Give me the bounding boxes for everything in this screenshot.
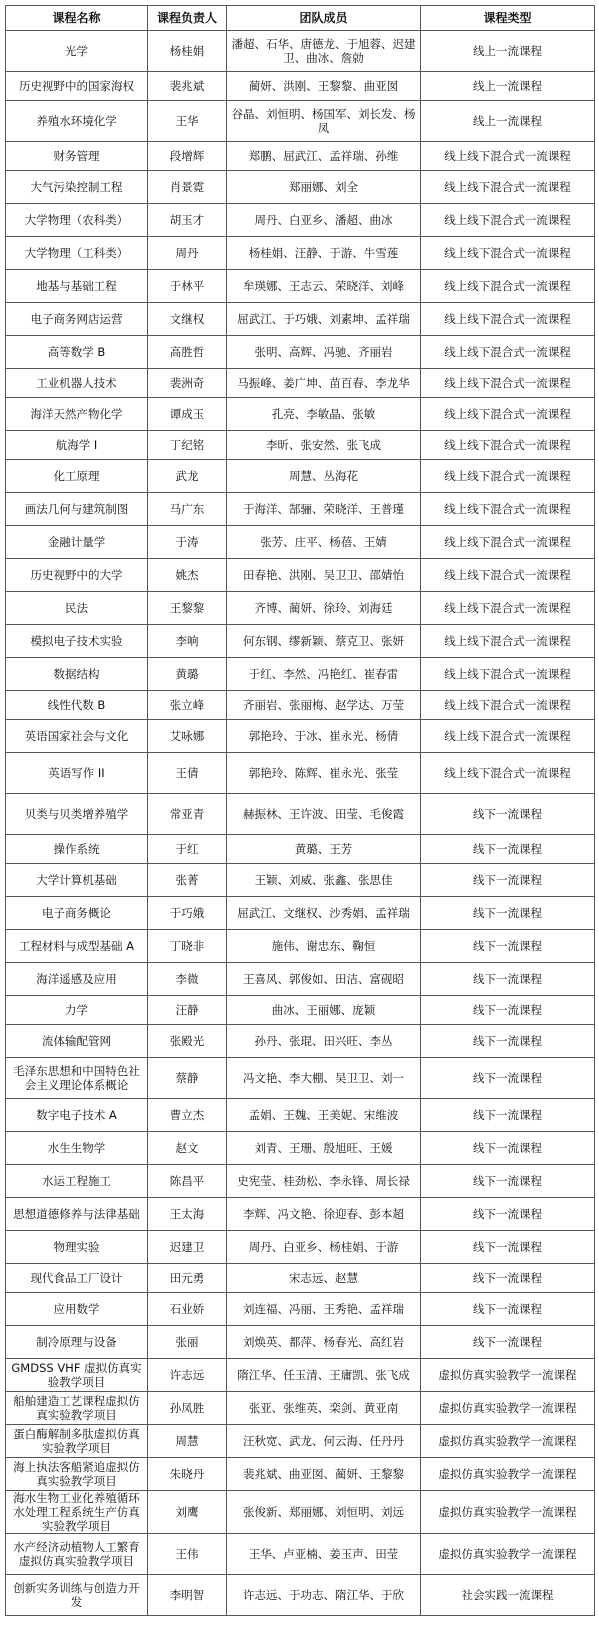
course-type-cell: 线下一流课程	[421, 1198, 595, 1231]
table-row	[6, 72, 595, 101]
course-type-cell: 线上线下混合式一流课程	[421, 720, 595, 753]
course-type-cell: 线下一流课程	[421, 835, 595, 864]
table-row	[6, 431, 595, 460]
course-type-cell: 虚拟仿真实验教学一流课程	[421, 1392, 595, 1425]
team-members-cell: 王颖、刘威、张鑫、张思佳	[227, 864, 421, 897]
table-row	[6, 1198, 595, 1231]
table-row	[6, 526, 595, 559]
table-row	[6, 864, 595, 897]
course-type-cell: 社会实践一流课程	[421, 1575, 595, 1616]
table-row	[6, 1264, 595, 1293]
course-name-cell: 操作系统	[6, 835, 148, 864]
course-name-cell: 毛泽东思想和中国特色社会主义理论体系概论	[6, 1058, 148, 1099]
course-name-cell: 线性代数 B	[6, 691, 148, 720]
course-type-cell: 线下一流课程	[421, 996, 595, 1025]
course-type-cell: 线上线下混合式一流课程	[421, 592, 595, 625]
team-members-cell: 于红、李然、冯艳红、崔春雷	[227, 658, 421, 691]
table-row	[6, 31, 595, 72]
course-name-cell: 民法	[6, 592, 148, 625]
table-row	[6, 1359, 595, 1392]
team-members-cell: 刘连福、冯丽、王秀艳、孟祥瑞	[227, 1293, 421, 1326]
course-leader-cell: 丁纪铭	[148, 431, 227, 460]
team-members-cell: 谷晶、刘恒明、杨国军、刘长发、杨凤	[227, 101, 421, 142]
team-members-cell: 赫振林、王许波、田莹、毛俊霞	[227, 794, 421, 835]
course-type-cell: 线上线下混合式一流课程	[421, 270, 595, 303]
course-leader-cell: 杨桂娟	[148, 31, 227, 72]
course-type-cell: 线上线下混合式一流课程	[421, 431, 595, 460]
course-name-cell: 数字电子技术 A	[6, 1099, 148, 1132]
table-row	[6, 101, 595, 142]
course-leader-cell: 肖景霓	[148, 171, 227, 204]
course-leader-cell: 马广东	[148, 493, 227, 526]
team-members-cell: 刘青、王珊、殷旭旺、王媛	[227, 1132, 421, 1165]
table-row	[6, 835, 595, 864]
course-type-cell: 虚拟仿真实验教学一流课程	[421, 1458, 595, 1491]
course-name-cell: 现代食品工厂设计	[6, 1264, 148, 1293]
course-leader-cell: 常亚青	[148, 794, 227, 835]
team-members-cell: 王喜风、郭俊如、田洁、富砚昭	[227, 963, 421, 996]
course-leader-cell: 于林平	[148, 270, 227, 303]
header-course-name: 课程名称	[6, 6, 148, 31]
course-name-cell: 海洋天然产物化学	[6, 398, 148, 431]
course-name-cell: 英语国家社会与文化	[6, 720, 148, 753]
team-members-cell: 张明、高辉、冯驰、齐丽岩	[227, 336, 421, 369]
course-type-cell: 线上线下混合式一流课程	[421, 625, 595, 658]
course-name-cell: 电子商务概论	[6, 897, 148, 930]
course-name-cell: 工程材料与成型基础 A	[6, 930, 148, 963]
course-type-cell: 线下一流课程	[421, 1231, 595, 1264]
course-name-cell: 工业机器人技术	[6, 369, 148, 398]
course-leader-cell: 田元勇	[148, 1264, 227, 1293]
table-row	[6, 1132, 595, 1165]
course-type-cell: 线上线下混合式一流课程	[421, 526, 595, 559]
course-name-cell: 财务管理	[6, 142, 148, 171]
table-row	[6, 336, 595, 369]
course-name-cell: 光学	[6, 31, 148, 72]
team-members-cell: 蔺妍、洪刚、王黎黎、曲亚囡	[227, 72, 421, 101]
table-row	[6, 897, 595, 930]
course-type-cell: 线上线下混合式一流课程	[421, 559, 595, 592]
course-name-cell: 思想道德修养与法律基础	[6, 1198, 148, 1231]
course-leader-cell: 谭成玉	[148, 398, 227, 431]
team-members-cell: 张亚、张维英、栾剑、黄亚南	[227, 1392, 421, 1425]
course-name-cell: 历史视野中的大学	[6, 559, 148, 592]
table-row	[6, 1326, 595, 1359]
course-type-cell: 线上一流课程	[421, 72, 595, 101]
team-members-cell: 李辉、冯文艳、徐迎春、彭本超	[227, 1198, 421, 1231]
header-row	[6, 6, 595, 31]
course-name-cell: 金融计量学	[6, 526, 148, 559]
course-name-cell: 船舶建造工艺课程虚拟仿真实验教学项目	[6, 1392, 148, 1425]
course-type-cell: 虚拟仿真实验教学一流课程	[421, 1534, 595, 1575]
course-leader-cell: 迟建卫	[148, 1231, 227, 1264]
team-members-cell: 于海洋、郜骊、荣晓洋、王普瑾	[227, 493, 421, 526]
team-members-cell: 何东钢、缪新颖、蔡克卫、张妍	[227, 625, 421, 658]
course-type-cell: 线上线下混合式一流课程	[421, 171, 595, 204]
course-name-cell: 电子商务网店运营	[6, 303, 148, 336]
course-name-cell: 水生生物学	[6, 1132, 148, 1165]
header-course-leader: 课程负责人	[148, 6, 227, 31]
course-type-cell: 线上线下混合式一流课程	[421, 658, 595, 691]
course-type-cell: 线下一流课程	[421, 864, 595, 897]
course-type-cell: 线下一流课程	[421, 1099, 595, 1132]
table-row	[6, 1231, 595, 1264]
team-members-cell: 孙丹、张琨、田兴旺、李丛	[227, 1025, 421, 1058]
team-members-cell: 许志远、于功志、隋江华、于欣	[227, 1575, 421, 1616]
team-members-cell: 郭艳玲、陈辉、崔永光、张莹	[227, 753, 421, 794]
course-type-cell: 线上线下混合式一流课程	[421, 493, 595, 526]
table-row	[6, 142, 595, 171]
course-leader-cell: 李微	[148, 963, 227, 996]
course-leader-cell: 于红	[148, 835, 227, 864]
header-team-members: 团队成员	[227, 6, 421, 31]
course-name-cell: 海水生物工业化养殖循环水处理工程系统生产仿真实验教学项目	[6, 1491, 148, 1534]
course-leader-cell: 张丽	[148, 1326, 227, 1359]
course-type-cell: 线下一流课程	[421, 1025, 595, 1058]
team-members-cell: 汪秋宽、武龙、何云海、任丹丹	[227, 1425, 421, 1458]
course-leader-cell: 胡玉才	[148, 204, 227, 237]
team-members-cell: 周丹、白亚乡、潘超、曲冰	[227, 204, 421, 237]
course-name-cell: 航海学 I	[6, 431, 148, 460]
table-row	[6, 398, 595, 431]
team-members-cell: 冯文艳、李大棚、吴卫卫、刘一	[227, 1058, 421, 1099]
course-name-cell: 蛋白酶解制多肽虚拟仿真实验教学项目	[6, 1425, 148, 1458]
course-name-cell: 水运工程施工	[6, 1165, 148, 1198]
team-members-cell: 张芳、庄平、杨蓓、王婧	[227, 526, 421, 559]
course-leader-cell: 赵文	[148, 1132, 227, 1165]
course-type-cell: 线下一流课程	[421, 897, 595, 930]
course-type-cell: 虚拟仿真实验教学一流课程	[421, 1359, 595, 1392]
course-leader-cell: 黄璐	[148, 658, 227, 691]
table-row	[6, 963, 595, 996]
course-name-cell: 物理实验	[6, 1231, 148, 1264]
course-leader-cell: 王倩	[148, 753, 227, 794]
course-name-cell: GMDSS VHF 虚拟仿真实验教学项目	[6, 1359, 148, 1392]
table-row	[6, 625, 595, 658]
course-leader-cell: 许志远	[148, 1359, 227, 1392]
course-leader-cell: 文继权	[148, 303, 227, 336]
team-members-cell: 马振峰、姜广坤、苗百春、李龙华	[227, 369, 421, 398]
team-members-cell: 田春艳、洪刚、吴卫卫、邵婧怡	[227, 559, 421, 592]
team-members-cell: 郭艳玲、于冰、崔永光、杨倩	[227, 720, 421, 753]
table-row	[6, 996, 595, 1025]
course-name-cell: 水产经济动植物人工繁育虚拟仿真实验教学项目	[6, 1534, 148, 1575]
table-row	[6, 460, 595, 493]
team-members-cell: 史宪莹、桂劲松、李永锋、周长禄	[227, 1165, 421, 1198]
course-type-cell: 线下一流课程	[421, 1058, 595, 1099]
team-members-cell: 隋江华、任玉清、王庸凯、张飞成	[227, 1359, 421, 1392]
team-members-cell: 李昕、张安然、张飞成	[227, 431, 421, 460]
course-name-cell: 创新实务训练与创造力开发	[6, 1575, 148, 1616]
table-row	[6, 1099, 595, 1132]
course-name-cell: 历史视野中的国家海权	[6, 72, 148, 101]
course-type-cell: 线上线下混合式一流课程	[421, 398, 595, 431]
course-type-cell: 线下一流课程	[421, 1326, 595, 1359]
table-row	[6, 237, 595, 270]
table-row	[6, 1425, 595, 1458]
course-leader-cell: 王伟	[148, 1534, 227, 1575]
table-row	[6, 1575, 595, 1616]
course-name-cell: 流体输配管网	[6, 1025, 148, 1058]
course-leader-cell: 王太海	[148, 1198, 227, 1231]
course-name-cell: 地基与基础工程	[6, 270, 148, 303]
course-type-cell: 线下一流课程	[421, 1293, 595, 1326]
table-row	[6, 1058, 595, 1099]
course-leader-cell: 于巧娥	[148, 897, 227, 930]
table-row	[6, 1293, 595, 1326]
header-course-type: 课程类型	[421, 6, 595, 31]
table-row	[6, 794, 595, 835]
course-leader-cell: 裴兆斌	[148, 72, 227, 101]
table-row	[6, 930, 595, 963]
course-type-cell: 线上线下混合式一流课程	[421, 753, 595, 794]
course-type-cell: 线下一流课程	[421, 930, 595, 963]
course-leader-cell: 艾咏娜	[148, 720, 227, 753]
table-row	[6, 1165, 595, 1198]
team-members-cell: 曲冰、王丽娜、庞颖	[227, 996, 421, 1025]
course-type-cell: 线下一流课程	[421, 1264, 595, 1293]
table-row	[6, 592, 595, 625]
course-leader-cell: 陈昌平	[148, 1165, 227, 1198]
course-type-cell: 线上一流课程	[421, 31, 595, 72]
table-row	[6, 493, 595, 526]
table-row	[6, 1534, 595, 1575]
course-type-cell: 线上一流课程	[421, 101, 595, 142]
course-type-cell: 线下一流课程	[421, 1165, 595, 1198]
course-name-cell: 应用数学	[6, 1293, 148, 1326]
course-type-cell: 线上线下混合式一流课程	[421, 142, 595, 171]
course-leader-cell: 蔡静	[148, 1058, 227, 1099]
course-leader-cell: 武龙	[148, 460, 227, 493]
team-members-cell: 刘焕英、都萍、杨春光、高红岩	[227, 1326, 421, 1359]
course-leader-cell: 高胜哲	[148, 336, 227, 369]
table-row	[6, 1025, 595, 1058]
table-row	[6, 171, 595, 204]
team-members-cell: 齐丽岩、张丽梅、赵学达、万莹	[227, 691, 421, 720]
table-row	[6, 303, 595, 336]
course-name-cell: 英语写作 II	[6, 753, 148, 794]
course-type-cell: 线上线下混合式一流课程	[421, 204, 595, 237]
table-row	[6, 720, 595, 753]
team-members-cell: 周慧、丛海花	[227, 460, 421, 493]
course-name-cell: 画法几何与建筑制图	[6, 493, 148, 526]
course-leader-cell: 张殿光	[148, 1025, 227, 1058]
course-leader-cell: 周丹	[148, 237, 227, 270]
team-members-cell: 屈武江、文继权、沙秀娟、孟祥瑞	[227, 897, 421, 930]
table-row	[6, 1491, 595, 1534]
course-name-cell: 大学物理（农科类）	[6, 204, 148, 237]
course-leader-cell: 朱晓丹	[148, 1458, 227, 1491]
team-members-cell: 潘超、石华、唐德龙、于旭蓉、迟建卫、曲冰、詹勍	[227, 31, 421, 72]
team-members-cell: 施伟、谢忠东、鞠恒	[227, 930, 421, 963]
course-name-cell: 模拟电子技术实验	[6, 625, 148, 658]
team-members-cell: 牟瑛娜、王志云、荣晓洋、刘峰	[227, 270, 421, 303]
course-type-cell: 线上线下混合式一流课程	[421, 303, 595, 336]
course-leader-cell: 裴洲奇	[148, 369, 227, 398]
course-leader-cell: 李明智	[148, 1575, 227, 1616]
course-name-cell: 高等数学 B	[6, 336, 148, 369]
course-name-cell: 大气污染控制工程	[6, 171, 148, 204]
course-leader-cell: 曹立杰	[148, 1099, 227, 1132]
team-members-cell: 孟娟、王魏、王美妮、宋维波	[227, 1099, 421, 1132]
table-row	[6, 559, 595, 592]
course-type-cell: 线上线下混合式一流课程	[421, 691, 595, 720]
team-members-cell: 黄璐、王芳	[227, 835, 421, 864]
course-type-cell: 线下一流课程	[421, 963, 595, 996]
table-row	[6, 369, 595, 398]
team-members-cell: 杨桂娟、汪静、于游、牛雪莲	[227, 237, 421, 270]
course-name-cell: 大学物理（工科类）	[6, 237, 148, 270]
team-members-cell: 郑鹏、屈武江、孟祥瑞、孙维	[227, 142, 421, 171]
course-name-cell: 养殖水环境化学	[6, 101, 148, 142]
table-row	[6, 1392, 595, 1425]
course-leader-cell: 石业娇	[148, 1293, 227, 1326]
course-leader-cell: 丁晓非	[148, 930, 227, 963]
team-members-cell: 孔亮、李敏晶、张敏	[227, 398, 421, 431]
course-type-cell: 虚拟仿真实验教学一流课程	[421, 1491, 595, 1534]
course-name-cell: 大学计算机基础	[6, 864, 148, 897]
course-name-cell: 数据结构	[6, 658, 148, 691]
course-leader-cell: 王华	[148, 101, 227, 142]
team-members-cell: 宋志远、赵慧	[227, 1264, 421, 1293]
table-row	[6, 270, 595, 303]
table-row	[6, 204, 595, 237]
course-leader-cell: 姚杰	[148, 559, 227, 592]
table-body	[6, 31, 595, 1616]
course-type-cell: 虚拟仿真实验教学一流课程	[421, 1425, 595, 1458]
course-type-cell: 线上线下混合式一流课程	[421, 336, 595, 369]
course-name-cell: 贝类与贝类增养殖学	[6, 794, 148, 835]
team-members-cell: 齐博、蔺妍、徐玲、刘海廷	[227, 592, 421, 625]
table-row	[6, 691, 595, 720]
course-name-cell: 海洋遥感及应用	[6, 963, 148, 996]
team-members-cell: 裴兆斌、曲亚囡、蔺妍、王黎黎	[227, 1458, 421, 1491]
course-type-cell: 线上线下混合式一流课程	[421, 237, 595, 270]
course-type-cell: 线下一流课程	[421, 1132, 595, 1165]
team-members-cell: 屈武江、于巧娥、刘素坤、孟祥瑞	[227, 303, 421, 336]
course-name-cell: 制冷原理与设备	[6, 1326, 148, 1359]
course-leader-cell: 王黎黎	[148, 592, 227, 625]
team-members-cell: 周丹、白亚乡、杨桂娟、于游	[227, 1231, 421, 1264]
course-leader-cell: 段增辉	[148, 142, 227, 171]
table-row	[6, 1458, 595, 1491]
course-leader-cell: 李响	[148, 625, 227, 658]
course-type-cell: 线下一流课程	[421, 794, 595, 835]
course-leader-cell: 张立峰	[148, 691, 227, 720]
table-row	[6, 753, 595, 794]
course-leader-cell: 于涛	[148, 526, 227, 559]
course-leader-cell: 周慧	[148, 1425, 227, 1458]
course-leader-cell: 张菁	[148, 864, 227, 897]
course-type-cell: 线上线下混合式一流课程	[421, 460, 595, 493]
course-table	[5, 5, 595, 1616]
course-type-cell: 线上线下混合式一流课程	[421, 369, 595, 398]
course-name-cell: 力学	[6, 996, 148, 1025]
team-members-cell: 张俊新、郑丽娜、刘恒明、刘远	[227, 1491, 421, 1534]
course-name-cell: 化工原理	[6, 460, 148, 493]
course-leader-cell: 刘鹰	[148, 1491, 227, 1534]
table-row	[6, 658, 595, 691]
team-members-cell: 王华、卢亚楠、姜玉声、田莹	[227, 1534, 421, 1575]
team-members-cell: 郑丽娜、刘全	[227, 171, 421, 204]
course-leader-cell: 孙凤胜	[148, 1392, 227, 1425]
course-name-cell: 海上执法客船紧追虚拟仿真实验教学项目	[6, 1458, 148, 1491]
course-leader-cell: 汪静	[148, 996, 227, 1025]
